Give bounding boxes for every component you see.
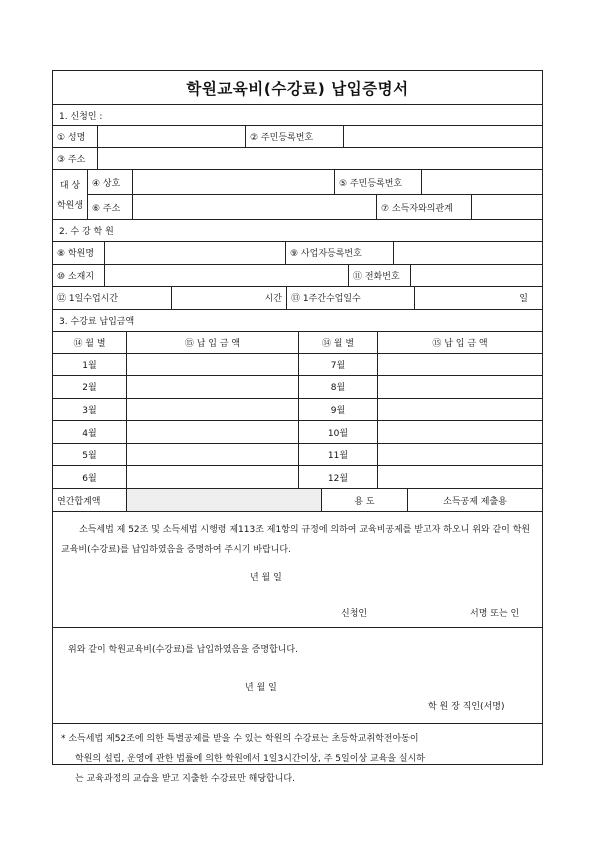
rrn-field[interactable] <box>344 126 542 147</box>
amount-right-field[interactable] <box>378 444 542 466</box>
section-applicant-header <box>53 105 542 126</box>
month-left-label: 1월 <box>53 354 127 376</box>
certification-text: 위와 같이 학원교육비(수강료)를 납입하였음을 증명합니다. <box>68 645 298 656</box>
section-academy-header <box>53 220 542 242</box>
section-payment-header <box>53 310 542 332</box>
hours-field[interactable] <box>172 287 287 309</box>
name-field[interactable] <box>98 126 246 147</box>
statement-text: 소득세법 제 52조 및 소득세법 시행령 제113조 제1항의 규정에 의하여 교육비공제를 받고자 하오니 위와 같이 학원교육비(수강료)를 납입하였음을 증명하여 주시기 바랍니다. <box>61 525 531 556</box>
row-total <box>53 489 542 512</box>
academy-field[interactable] <box>105 242 286 264</box>
month-right-label: 12월 <box>299 466 378 488</box>
payment-table-body <box>53 354 542 490</box>
address-field[interactable] <box>98 148 542 169</box>
trade-field[interactable] <box>133 170 335 194</box>
label-address: ③ 주소 <box>53 148 98 169</box>
statement-date: 년 월 일 <box>250 573 282 584</box>
amount-right-field[interactable] <box>378 399 542 421</box>
row-trade <box>88 170 542 195</box>
table-row <box>53 354 542 377</box>
applicant-label: 신청인 <box>341 609 368 620</box>
label-tel: ⑪ 전화번호 <box>349 265 411 287</box>
label-days: ⑬ 1주간수업일수 <box>287 287 415 309</box>
month-right-label: 10월 <box>299 421 378 443</box>
amount-left-field[interactable] <box>127 399 299 421</box>
form-title: 학원교육비(수강료) 납입증명서 <box>53 71 542 105</box>
month-left-label: 4월 <box>53 421 127 443</box>
label-use: 용 도 <box>322 489 408 511</box>
director-signature[interactable]: 학 원 장 직인(서명) <box>428 702 505 713</box>
label-academy: ⑧ 학원명 <box>53 242 105 264</box>
amount-left-field[interactable] <box>127 421 299 443</box>
row-hours <box>53 287 542 310</box>
amount-right-field[interactable] <box>378 354 542 376</box>
row-address2 <box>88 195 542 219</box>
footnote <box>53 724 542 789</box>
student-label-line1: 대 상 <box>59 180 81 191</box>
table-row <box>53 466 542 489</box>
certification-date: 년 월 일 <box>245 683 277 694</box>
footnote-line-1: * 소득세법 제52조에 의한 특별공제를 받을 수 있는 학원의 수강료는 초등학교취학전아동이 <box>61 734 419 745</box>
label-total: 연간합계액 <box>53 489 127 511</box>
th-month-left: ⑭ 월 별 <box>53 332 127 353</box>
rrn2-field[interactable] <box>422 170 542 194</box>
table-row <box>53 376 542 399</box>
th-amount-right: ⑮ 납 입 금 액 <box>432 338 488 349</box>
address2-field[interactable] <box>133 195 377 219</box>
amount-left-field[interactable] <box>127 444 299 466</box>
student-label <box>53 170 88 219</box>
row-academy <box>53 242 542 265</box>
certification-block <box>53 628 542 724</box>
payment-table-header <box>53 332 542 354</box>
month-right-label: 7월 <box>299 354 378 376</box>
days-field[interactable] <box>415 287 542 309</box>
label-hours: ⑫ 1일수업시간 <box>53 287 172 309</box>
statement-block <box>53 512 542 628</box>
amount-right-field[interactable] <box>378 421 542 443</box>
month-left-label: 2월 <box>53 376 127 398</box>
month-left-label: 3월 <box>53 399 127 421</box>
days-unit: 일 <box>519 294 528 305</box>
bizno-field[interactable] <box>394 242 542 264</box>
hours-unit: 시간 <box>264 294 282 305</box>
table-row <box>53 399 542 422</box>
applicant-signature[interactable]: 서명 또는 인 <box>470 609 520 620</box>
month-left-label: 6월 <box>53 466 127 488</box>
total-field[interactable] <box>127 489 322 511</box>
student-label-line2: 학원생 <box>56 201 84 212</box>
section-title: 3. 수강료 납입금액 <box>59 316 135 327</box>
label-rrn: ② 주민등록번호 <box>246 126 344 147</box>
row-address <box>53 148 542 170</box>
label-address2: ⑥ 주소 <box>88 195 133 219</box>
relation-field[interactable] <box>472 195 542 219</box>
tel-field[interactable] <box>411 265 542 287</box>
row-location <box>53 265 542 288</box>
table-row <box>53 421 542 444</box>
table-row <box>53 444 542 467</box>
location-field[interactable] <box>105 265 349 287</box>
amount-left-field[interactable] <box>127 376 299 398</box>
label-relation: ⑦ 소득자와의관계 <box>377 195 472 219</box>
use-value: 소득공제 제출용 <box>443 496 507 507</box>
certificate-form <box>52 70 543 785</box>
label-rrn2: ⑤ 주민등록번호 <box>335 170 422 194</box>
section-title: 1. 신청인 : <box>59 111 103 122</box>
th-month-right: ⑭ 월 별 <box>299 332 378 353</box>
month-right-label: 8월 <box>299 376 378 398</box>
footnote-line-2: 학원의 설립, 운영에 관한 법률에 의한 학원에서 1일3시간이상, 주 5일이상 교육을 실시하 <box>75 754 425 765</box>
label-trade: ④ 상호 <box>88 170 133 194</box>
label-bizno: ⑨ 사업자등록번호 <box>286 242 394 264</box>
label-location: ⑩ 소재지 <box>53 265 105 287</box>
amount-right-field[interactable] <box>378 376 542 398</box>
month-right-label: 9월 <box>299 399 378 421</box>
student-block <box>53 170 542 220</box>
row-name <box>53 126 542 148</box>
amount-left-field[interactable] <box>127 354 299 376</box>
footnote-line-3: 는 교육과정의 교습을 받고 지출한 수강료만 해당합니다. <box>75 774 295 785</box>
month-right-label: 11월 <box>299 444 378 466</box>
amount-left-field[interactable] <box>127 466 299 488</box>
th-amount-left: ⑮ 납 입 금 액 <box>127 332 299 353</box>
label-name: ① 성명 <box>53 126 98 147</box>
month-left-label: 5월 <box>53 444 127 466</box>
amount-right-field[interactable] <box>378 466 542 488</box>
section-title: 2. 수 강 학 원 <box>59 227 114 237</box>
